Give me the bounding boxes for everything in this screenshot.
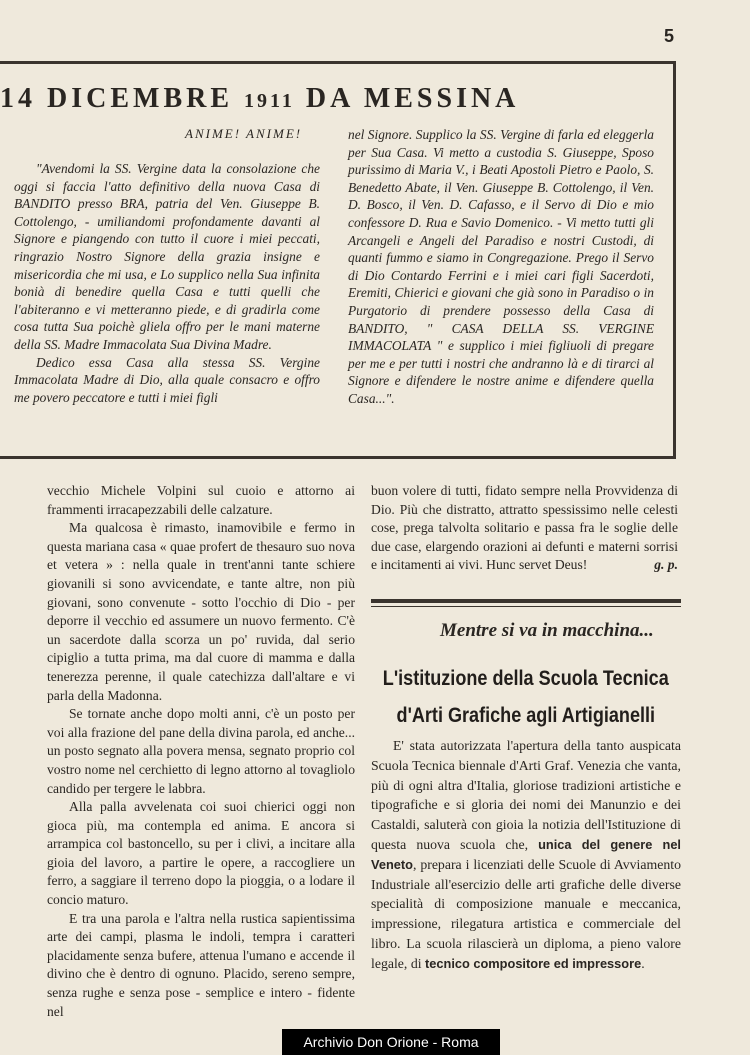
emphasis-text: tecnico compositore ed impressore	[425, 955, 642, 971]
headline-place: DA MESSINA	[294, 83, 520, 114]
body-paragraph: E tra una parola e l'altra nella rustica sapientissima arte dei campi, plasma le indoli, tempra i caratteri placidamente senza bufere, attenua l'umano e accende il divino che è dentro di ognuno. Placido, sereno sempre, senza rughe e senza pose - semplice e intero - fidente nel	[47, 910, 355, 1019]
emphasis-text: unica del genere nel Veneto	[371, 836, 681, 872]
body-text: E' stata autorizzata l'apertura della tanto auspicata Scuola Tecnica biennale d'Arti Graf. Venezia che vanta, più di ogni altra d'Italia, gloriose tradizioni artistiche e tipografiche e si gloria dei nomi dei Manunzio e dei Castaldi, saluterà con gioia la notizia dell'Istituzione di questa nuova scuola che,	[371, 738, 681, 852]
body-paragraph: vecchio Michele Volpini sul cuoio e attorno ai frammenti irracapezzabili delle calzature.	[47, 483, 355, 517]
letter-paragraph: "Avendomi la SS. Vergine data la consolazione che oggi si faccia l'atto definitivo della nuova Casa di BANDITO presso BRA, patria del Ven. Giuseppe B. Cottolengo, - umiliandomi profondamente davanti al Signore e piangendo con tutto il cuore i miei peccati, ringrazio Nostro Signore della grazia insigne e misericordia che mi usa, e Lo supplico nella Sua infinita bonià di benedire quella Casa e tutti quelli che l'abiteranno e vi metteranno piede, e di gradirla come cosa tutta Sua poichè gliela offro per le mani materne della SS. Madre Immacolata Sua Divina Madre.	[14, 161, 320, 352]
section-divider	[371, 599, 681, 603]
section-divider	[371, 606, 681, 607]
headline-year: 1911	[244, 90, 295, 112]
archive-footer: Archivio Don Orione - Roma	[282, 1029, 500, 1055]
article-body	[371, 736, 681, 974]
article-right-column	[371, 482, 678, 575]
body-paragraph	[371, 482, 678, 575]
body-text: .	[641, 955, 645, 971]
article-left-column	[47, 482, 355, 1021]
letter-paragraph: nel Signore. Supplico la SS. Vergine di farla ed eleggerla per Sua Casa. Vi metto a custodia S. Giuseppe, Sposo purissimo di Maria V., i Beati Apostoli Pietro e Paolo, S. Benedetto Abate, il Ven. Giuseppe B. Cottolengo, il Ven. D. Bosco, il Ven. D. Cafasso, e il Servo di Dio e mio confessore D. Rua e Savio Domenico. - Vi metto tutti gli Arcangeli e Angeli del Paradiso e nostri Custodi, di quanti fummo e siamo in Congregazione. Prego il Servo di Dio Contardo Ferrini e i miei cari figli Sacerdoti, Eremiti, Chierici e giovani che già sono in Paradiso o in Purgatorio di prendere possesso della Casa di BANDITO, " CASA DELLA SS. VERGINE IMMACOLATA " e supplico i miei figliuoli di pregare per me e per tutti i nostri che andranno là e di tirarci al Signore e difendere le nostre anime e difendere quella Casa...".	[348, 127, 654, 406]
body-text: , prepara i licenziati delle Scuole di Avviamento Industriale all'esercizio delle arti grafiche delle diverse specialità di composizione manuale e meccanica, impressione, rilegatura artistica e commerciale del libro. La scuola rilascierà un diploma, a pieno valore legale, di	[371, 856, 681, 971]
body-text: buon volere di tutti, fidato sempre nella Provvidenza di Dio. Più che distratto, attratto spessissimo nelle celesti cose, prega talvolta solitario e passa fra le soglie delle due case, elargendo orazioni ai defunti e materni sorrisi e incitamenti ai vivi. Hunc servet Deus!	[371, 483, 678, 573]
body-paragraph: Se tornate anche dopo molti anni, c'è un posto per voi alla frazione del pane della divina parola, ed anche... un posto segnato alla povera mensa, segnato proprio col vostro nome nel cerchietto di legno attorno al tovagliolo candido per tergere le labbra.	[47, 706, 355, 796]
letter-headline	[0, 83, 640, 115]
body-paragraph	[371, 736, 681, 974]
author-signature: g. p.	[654, 557, 678, 573]
headline-date: 14 DICEMBRE	[0, 83, 245, 114]
body-paragraph: Alla palla avvelenata coi suoi chierici oggi non gioca più, ma contempla ed anima. E ancora si arrampica col bastoncello, su per i clivi, a incitare alla gioia del lavoro, a partire le opere, a raccogliere un ferro, a saggiare il terreno dopo la pioggia, o a lodare il concio maturo.	[47, 799, 355, 908]
letter-right-column	[348, 126, 654, 408]
letter-kicker: ANIME! ANIME!	[185, 126, 303, 141]
letter-paragraph: Dedico essa Casa alla stessa SS. Vergine Immacolata Madre di Dio, alla quale consacro e offro me povero peccatore e tutti i miei figli	[14, 354, 320, 405]
body-paragraph: Ma qualcosa è rimasto, inamovibile e fermo in questa mariana casa « quae profert de thesauro suo nova et vetera » : nella quale in trent'anni tante schiere giovanili si sono avvicendate, e tante altre, non più giovani, sono convenute - sotto l'occhio di Dio - per deporre il vecchio ed assumere un nuovo fermento. C'è un sacerdote dalla scorza un po' ruvida, dal serio cipiglio a tutta prima, ma dal cuore di mamma e dalla tenerezza perenne, il quale catechizza dall'altare e vi parla della Madonna.	[47, 520, 355, 703]
page-number: 5	[664, 26, 675, 46]
section-heading: Mentre si va in macchina...	[440, 620, 654, 641]
article-title: L'istituzione della Scuola Tecnica d'Arti Grafiche agli Artigianelli	[382, 667, 669, 727]
letter-left-column	[14, 160, 320, 406]
